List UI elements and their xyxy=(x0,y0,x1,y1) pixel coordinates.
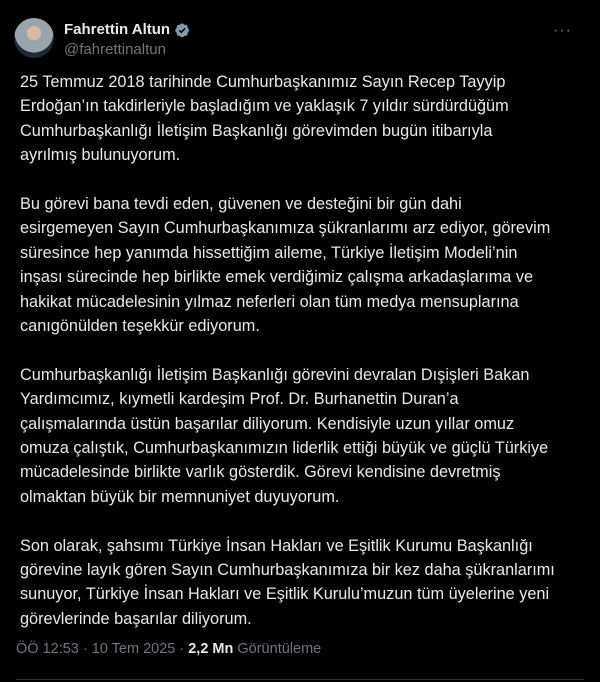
text-line: Bu görevi bana tevdi eden, güvenen ve desteğini bir gün dahi xyxy=(20,195,462,214)
separator: · xyxy=(175,641,189,657)
text-line: canıgönülden teşekkür ediyorum. xyxy=(20,317,260,336)
tweet-paragraph xyxy=(20,70,590,168)
text-line: hakikat mücadelesinin yılmaz neferleri olan tüm medya mensuplarına xyxy=(20,292,519,311)
tweet-meta xyxy=(16,641,321,657)
text-line: Son olarak, şahsımı Türkiye İnsan Hakları ve Eşitlik Kurumu Başkanlığı xyxy=(20,536,533,555)
text-line: Cumhurbaşkanlığı İletişim Başkanlığı görevini devralan Dışişleri Bakan xyxy=(20,365,530,384)
author-name-row xyxy=(64,21,190,38)
tweet-header xyxy=(14,18,586,62)
author-handle[interactable]: @fahrettinaltun xyxy=(64,41,166,58)
tweet-date[interactable]: 10 Tem 2025 xyxy=(91,641,176,657)
text-line: olmaktan büyük bir memnuniyet duyuyorum. xyxy=(20,487,340,506)
tweet-paragraph xyxy=(20,534,590,632)
text-line: inşası sürecinde hep birlikte emek verdiğimiz çalışma arkadaşlarıma ve xyxy=(20,268,534,287)
more-options-icon[interactable]: ··· xyxy=(553,22,572,39)
text-line: görevlerinde başarılar diliyorum. xyxy=(20,609,252,628)
author-name[interactable]: Fahrettin Altun xyxy=(64,21,171,38)
text-line: mücadelesinde birlikte varlık gösterdik. Görevi kendisine devretmiş xyxy=(20,463,501,482)
views-count: 2,2 Mn xyxy=(188,641,234,657)
views-label: Görüntüleme xyxy=(233,641,322,657)
text-line: görevine layık gören Sayın Cumhurbaşkanımıza bir kez daha şükranlarımı xyxy=(20,561,555,580)
text-line: sunuyor, Türkiye İnsan Hakları ve Eşitlik Kurulu’muzun tüm üyelerine yeni xyxy=(20,585,550,604)
text-line: çalışmalarında üstün başarılar diliyorum. Kendisiyle uzun yıllar omuz xyxy=(20,414,515,433)
text-line: Erdoğan’ın takdirleriyle başladığım ve yaklaşık 7 yıldır sürdürdüğüm xyxy=(20,97,509,116)
text-line: Yardımcımız, kıymetli kardeşim Prof. Dr. Burhanettin Duran’a xyxy=(20,390,459,409)
text-line: Cumhurbaşkanlığı İletişim Başkanlığı görevimden bugün itibarıyla xyxy=(20,121,493,140)
text-line: omuza çalıştık, Cumhurbaşkanımızın liderlik ettiği büyük ve güçlü Türkiye xyxy=(20,439,549,458)
tweet-text xyxy=(20,70,590,656)
divider xyxy=(16,679,584,680)
tweet-paragraph xyxy=(20,363,590,509)
text-line: ayrılmış bulunuyorum. xyxy=(20,146,181,165)
avatar[interactable] xyxy=(14,18,54,58)
text-line: süresince hep yanımda hissettiğim aileme, Türkiye İletişim Modeli’nin xyxy=(20,243,518,262)
text-line: esirgemeyen Sayın Cumhurbaşkanımıza şükranlarımı arz ediyor, görevim xyxy=(20,219,551,238)
separator: · xyxy=(78,641,92,657)
tweet-time[interactable]: ÖÖ 12:53 xyxy=(16,641,79,657)
verified-badge-icon xyxy=(174,22,190,38)
tweet-paragraph xyxy=(20,192,590,338)
text-line: 25 Temmuz 2018 tarihinde Cumhurbaşkanımız Sayın Recep Tayyip xyxy=(20,73,506,91)
